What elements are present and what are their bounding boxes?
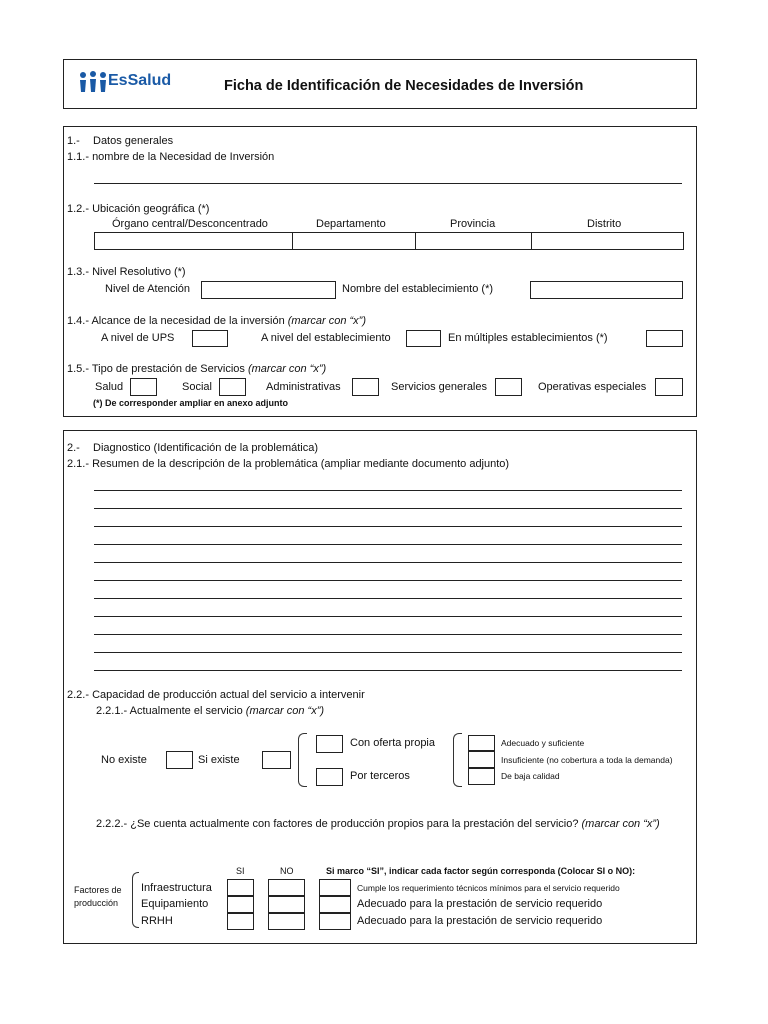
baja-calidad-checkbox[interactable] (468, 768, 495, 785)
con-oferta-checkbox[interactable] (316, 735, 343, 753)
nombre-establecimiento-field[interactable] (530, 281, 683, 299)
si-existe-brace (298, 733, 307, 787)
opt-operativas-checkbox[interactable] (655, 378, 683, 396)
insuficiente-label: Insuficiente (no cobertura a toda la demanda) (501, 755, 673, 765)
no-existe-label: No existe (101, 754, 147, 766)
opt-salud-checkbox[interactable] (130, 378, 157, 396)
factor-rrhh-detail[interactable] (319, 913, 351, 930)
summary-line[interactable] (94, 580, 682, 581)
opt-establecimiento-checkbox[interactable] (406, 330, 441, 347)
summary-line[interactable] (94, 508, 682, 509)
q11-input-line[interactable] (94, 183, 682, 184)
factor-infraestructura-si[interactable] (227, 879, 254, 896)
summary-line[interactable] (94, 670, 682, 671)
q11-label: 1.1.- nombre de la Necesidad de Inversión (67, 151, 275, 163)
opt-servicios-generales-label: Servicios generales (391, 381, 487, 393)
q14-label (67, 315, 366, 327)
nivel-atencion-field[interactable] (201, 281, 336, 299)
distrito-field[interactable] (531, 232, 684, 250)
factor-equipamiento-label: Equipamiento (141, 898, 209, 910)
q15-text: 1.5.- Tipo de prestación de Servicios (67, 363, 248, 375)
s1-heading-num: 1.- (67, 135, 80, 147)
q22-label: 2.2.- Capacidad de producción actual del servicio a intervenir (67, 689, 365, 701)
factor-rrhh-si[interactable] (227, 913, 254, 930)
q14-text: 1.4.- Alcance de la necesidad de la inversión (67, 315, 288, 327)
footnote: (*) De corresponder ampliar en anexo adjunto (93, 398, 289, 408)
por-terceros-label: Por terceros (350, 770, 410, 782)
factor-equipamiento-no[interactable] (268, 896, 305, 913)
adecuado-label: Adecuado y suficiente (501, 738, 585, 748)
factor-rrhh-no[interactable] (268, 913, 305, 930)
factores-label-1: Factores de (74, 885, 122, 895)
factor-infraestructura-desc: Cumple los requerimiento técnicos mínimos para el servicio requerido (357, 883, 620, 893)
provincia-field[interactable] (415, 232, 532, 250)
organo-field[interactable] (94, 232, 293, 250)
col-distrito: Distrito (587, 218, 622, 230)
q12-label: 1.2.- Ubicación geográfica (*) (67, 203, 210, 215)
insuficiente-checkbox[interactable] (468, 751, 495, 768)
opt-salud-label: Salud (95, 381, 124, 393)
opt-multiples-checkbox[interactable] (646, 330, 683, 347)
opt-ups-checkbox[interactable] (192, 330, 228, 347)
factor-infraestructura-no[interactable] (268, 879, 305, 896)
people-logo-icon (78, 71, 108, 93)
no-existe-checkbox[interactable] (166, 751, 193, 769)
q221-text: 2.2.1.- Actualmente el servicio (96, 705, 246, 717)
col-provincia: Provincia (450, 218, 496, 230)
q222-label (96, 818, 660, 830)
factor-rrhh-label: RRHH (141, 915, 173, 927)
summary-line[interactable] (94, 652, 682, 653)
si-existe-label: Si existe (198, 754, 240, 766)
q222-hint: (marcar con “x”) (581, 818, 660, 830)
departamento-field[interactable] (292, 232, 416, 250)
col-organo: Órgano central/Desconcentrado (112, 218, 268, 230)
factor-infraestructura-label: Infraestructura (141, 882, 212, 894)
col-note-header: Si marco “SI”, indicar cada factor según corresponda (Colocar SI o NO): (326, 866, 636, 876)
summary-line[interactable] (94, 616, 682, 617)
q21-label: 2.1.- Resumen de la descripción de la problemática (ampliar mediante documento adjunto) (67, 458, 510, 470)
adecuado-checkbox[interactable] (468, 735, 495, 751)
opt-administrativas-label: Administrativas (266, 381, 341, 393)
opt-operativas-label: Operativas especiales (538, 381, 647, 393)
s2-heading: Diagnostico (Identificación de la problemática) (93, 442, 319, 454)
factor-rrhh-desc: Adecuado para la prestación de servicio requerido (357, 915, 603, 927)
factor-equipamiento-desc: Adecuado para la prestación de servicio requerido (357, 898, 603, 910)
summary-line[interactable] (94, 598, 682, 599)
con-oferta-brace (453, 733, 462, 787)
factores-label-2: producción (74, 898, 119, 908)
opt-ups-label: A nivel de UPS (101, 332, 175, 344)
q14-hint: (marcar con “x”) (287, 315, 366, 327)
col-no-header: NO (280, 866, 294, 876)
summary-line[interactable] (94, 526, 682, 527)
factor-equipamiento-detail[interactable] (319, 896, 351, 913)
opt-multiples-label: En múltiples establecimientos (*) (448, 332, 608, 344)
q15-label (67, 363, 326, 375)
col-si-header: SI (236, 866, 245, 876)
opt-establecimiento-label: A nivel del establecimiento (261, 332, 391, 344)
factor-infraestructura-detail[interactable] (319, 879, 351, 896)
q13-label: 1.3.- Nivel Resolutivo (*) (67, 266, 186, 278)
s1-heading: Datos generales (93, 135, 174, 147)
baja-calidad-label: De baja calidad (501, 771, 560, 781)
summary-line[interactable] (94, 490, 682, 491)
opt-social-label: Social (182, 381, 212, 393)
q15-hint: (marcar con “x”) (247, 363, 327, 375)
opt-social-checkbox[interactable] (219, 378, 246, 396)
summary-line[interactable] (94, 544, 682, 545)
col-departamento: Departamento (316, 218, 386, 230)
nombre-establecimiento-label: Nombre del establecimiento (*) (342, 283, 494, 295)
con-oferta-label: Con oferta propia (350, 737, 435, 749)
s2-heading-num: 2.- (67, 442, 80, 454)
summary-line[interactable] (94, 634, 682, 635)
page-title: Ficha de Identificación de Necesidades de Inversión (224, 78, 584, 94)
q222-text: 2.2.2.- ¿Se cuenta actualmente con factores de producción propios para la prestación del servicio? (96, 818, 582, 830)
por-terceros-checkbox[interactable] (316, 768, 343, 786)
q221-hint: (marcar con “x”) (245, 705, 325, 717)
logo-text: EsSalud (108, 72, 172, 89)
summary-line[interactable] (94, 562, 682, 563)
q221-label (96, 705, 324, 717)
factores-brace (132, 872, 139, 928)
si-existe-checkbox[interactable] (262, 751, 291, 769)
nivel-atencion-label: Nivel de Atención (105, 283, 190, 295)
factor-equipamiento-si[interactable] (227, 896, 254, 913)
opt-administrativas-checkbox[interactable] (352, 378, 379, 396)
opt-servicios-generales-checkbox[interactable] (495, 378, 522, 396)
